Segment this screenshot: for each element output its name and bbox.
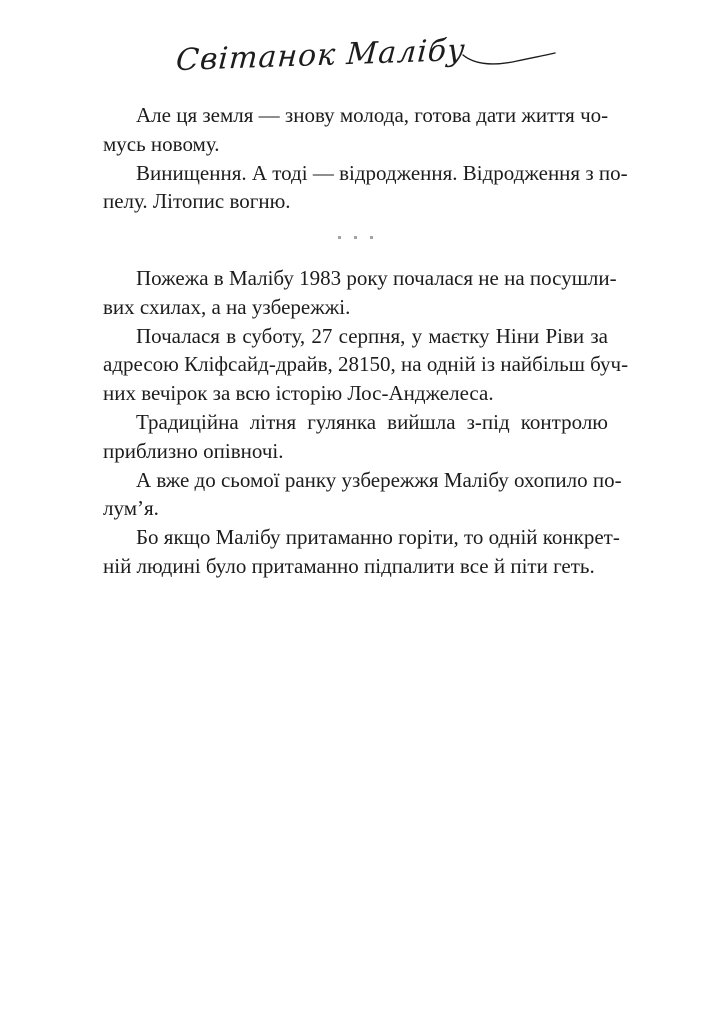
text-line: Пожежа в Малібу 1983 року почалася не на посушли- (136, 266, 617, 290)
text-line: лум’я. (103, 496, 159, 521)
paragraph (103, 466, 622, 524)
section-break (103, 234, 608, 240)
dot-icon (370, 236, 373, 239)
text-section-intro (103, 101, 628, 216)
paragraph (103, 101, 608, 159)
paragraph (103, 264, 617, 322)
book-title: Світанок Малібу (174, 32, 467, 78)
paragraph (103, 523, 620, 581)
text-line: Винищення. А тоді — відродження. Відродження з по- (136, 160, 628, 185)
text-line: А вже до сьомої ранку узбережжя Малібу охопило по- (136, 467, 622, 492)
text-line: адресою Кліфсайд-драйв, 28150, на одній із найбільш буч- (103, 352, 629, 377)
text-line: мусь новому. (103, 131, 220, 156)
running-head (12, 30, 709, 80)
text-line: вих схилах, а на узбережжі. (103, 294, 351, 319)
paragraph (103, 408, 608, 466)
text-line: Але ця земля — знову молода, готова дати життя чо- (136, 103, 609, 127)
paragraph (103, 159, 628, 217)
dot-icon (338, 236, 341, 239)
text-line: них вечірок за всю історію Лос-Анджелеса. (103, 381, 494, 406)
text-line: пелу. Літопис вогню. (103, 189, 291, 214)
paragraph (103, 322, 629, 408)
text-line: Бо якщо Малібу притаманно горіти, то одній конкрет- (136, 525, 620, 550)
text-line: ній людині було притаманно підпалити все й піти геть. (103, 553, 595, 578)
flourish-icon (461, 49, 557, 69)
text-section-main (103, 264, 629, 581)
text-line: Почалася в суботу, 27 серпня, у маєтку Ніни Ріви за (136, 323, 608, 348)
dot-icon (354, 236, 357, 239)
text-line: Традиційна літня гулянка вийшла з-під контролю (136, 409, 608, 434)
text-line: приблизно опівночі. (103, 438, 284, 463)
